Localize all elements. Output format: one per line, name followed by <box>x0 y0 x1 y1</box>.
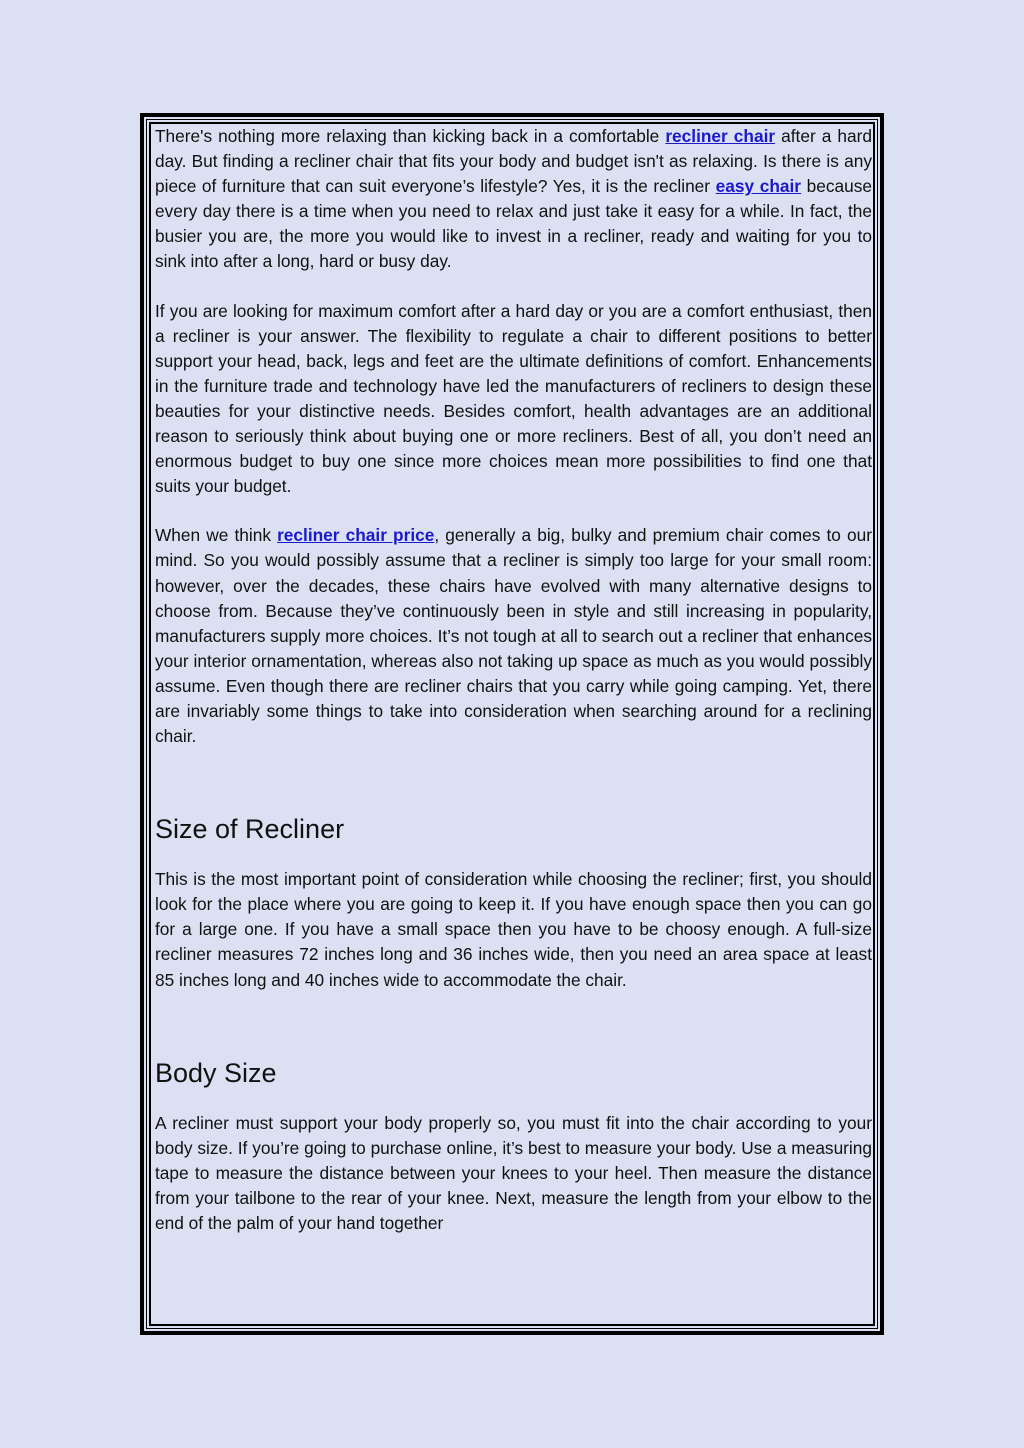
size-of-recliner-heading: Size of Recliner <box>155 814 345 845</box>
body-size-heading: Body Size <box>155 1057 277 1088</box>
intro-paragraph <box>155 124 872 275</box>
body-size-paragraph: A recliner must support your body properly so, you must fit into the chair according to your body size. If you’re going to purchase online, it’s best to measure your body. Use a measuring tape to measure the distance between your knees to your heel. Then measure the distance from your tailbone to the rear of your knee. Next, measure the length from your elbow to the end of the palm of your hand together <box>155 1112 872 1233</box>
size-paragraph: This is the most important point of consideration while choosing the recliner; first, you should look for the place where you are going to keep it. If you have enough space then you can go for a large one. If you have a small space then you have to be choosy enough. A full-size recliner measures 72 inches long and 36 inches wide, then you need an area space at least 85 inches long and 40 inches wide to accommodate the chair. <box>155 869 872 990</box>
price-text-1: When we think <box>155 525 278 546</box>
recliner-chair-link[interactable]: recliner chair <box>665 126 776 146</box>
recliner-chair-price-link[interactable]: recliner chair price <box>277 525 435 546</box>
intro-text-3: because every day there is a time when you need to relax and just take it easy for a while. In fact, the busier you are, the more you would like to invest in a recliner, ready and waiting for you to sink into after a long, hard or busy day. <box>155 176 872 272</box>
comfort-paragraph: If you are looking for maximum comfort after a hard day or you are a comfort enthusiast, then a recliner is your answer. The flexibility to regulate a chair to different positions to better support your head, back, legs and feet are the ultimate definitions of comfort. Enhancements in the furniture trade and technology have led the manufacturers of recliners to design these beauties for your distinctive needs. Besides comfort, health advantages are an additional reason to seriously think about buying one or more recliners. Best of all, you don’t need an enormous budget to buy one since more choices mean more possibilities to find one that suits your budget. <box>155 300 872 497</box>
document-body <box>155 124 872 1260</box>
easy-chair-link[interactable]: easy chair <box>715 176 802 197</box>
price-text-2: , generally a big, bulky and premium chair comes to our mind. So you would possibly assume that a recliner is simply too large for your small room: however, over the decades, these chairs have evolved with many alternative designs to choose from. Because they’ve continuously been in style and still increasing in popularity, manufacturers supply more choices. It’s not tough at all to search out a recliner that enhances your interior ornamentation, whereas also not taking up space as much as you would possibly assume. Even though there are recliner chairs that you carry while going camping. Yet, there are invariably some things to take into consideration when searching around for a reclining chair. <box>155 525 872 747</box>
intro-text-1: There's nothing more relaxing than kicking back in a comfortable <box>155 126 666 146</box>
intro-text-2: after a hard day. But finding a recliner chair that fits your body and budget isn't as relaxing. Is there is any piece of furniture that can suit everyone’s lifestyle? Yes, it is the recliner <box>155 126 872 197</box>
price-paragraph <box>155 523 872 749</box>
